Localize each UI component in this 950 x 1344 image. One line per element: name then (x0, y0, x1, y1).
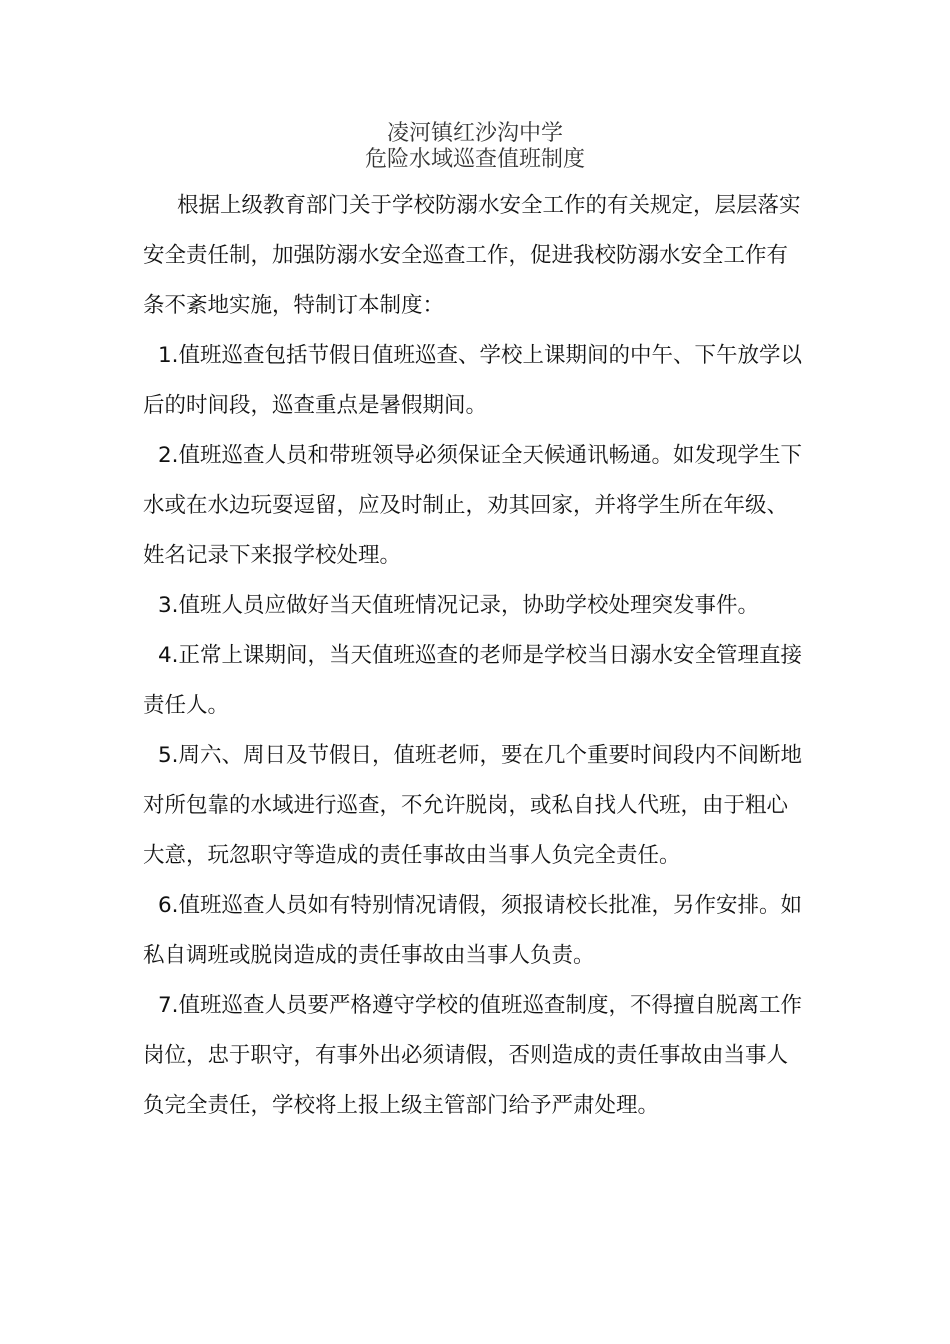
school-name: 凌河镇红沙沟中学 (386, 121, 563, 146)
document-body (143, 181, 807, 1131)
intro-paragraph: 根据上级教育部门关于学校防溺水安全工作的有关规定，层层落实安全责任制，加强防溺水安全巡查工作，促进我校防溺水安全工作有条不紊地实施，特制订本制度： (143, 193, 801, 318)
rule-item-4: 4.正常上课期间，当天值班巡查的老师是学校当日溺水安全管理直接责任人。 (143, 643, 803, 718)
document-title: 危险水域巡查值班制度 (364, 147, 585, 172)
rule-item-7: 7.值班巡查人员要严格遵守学校的值班巡查制度，不得擅自脱离工作岗位，忠于职守，有事外出必须请假，否则造成的责任事故由当事人负完全责任，学校将上报上级主管部门给予严肃处理。 (143, 993, 803, 1118)
rule-item-6: 6.值班巡查人员如有特别情况请假，须报请校长批准，另作安排。如私自调班或脱岗造成的责任事故由当事人负责。 (143, 893, 803, 968)
rule-item-5: 5.周六、周日及节假日，值班老师，要在几个重要时间段内不间断地对所包靠的水域进行巡查，不允许脱岗，或私自找人代班，由于粗心大意，玩忽职守等造成的责任事故由当事人负完全责任。 (143, 743, 803, 868)
rule-item-3: 3.值班人员应做好当天值班情况记录，协助学校处理突发事件。 (158, 593, 760, 618)
title-block (0, 121, 950, 173)
rule-item-2: 2.值班巡查人员和带班领导必须保证全天候通讯畅通。如发现学生下水或在水边玩耍逗留，应及时制止，劝其回家，并将学生所在年级、姓名记录下来报学校处理。 (143, 443, 803, 568)
rule-item-1: 1.值班巡查包括节假日值班巡查、学校上课期间的中午、下午放学以后的时间段，巡查重点是暑假期间。 (143, 343, 803, 418)
